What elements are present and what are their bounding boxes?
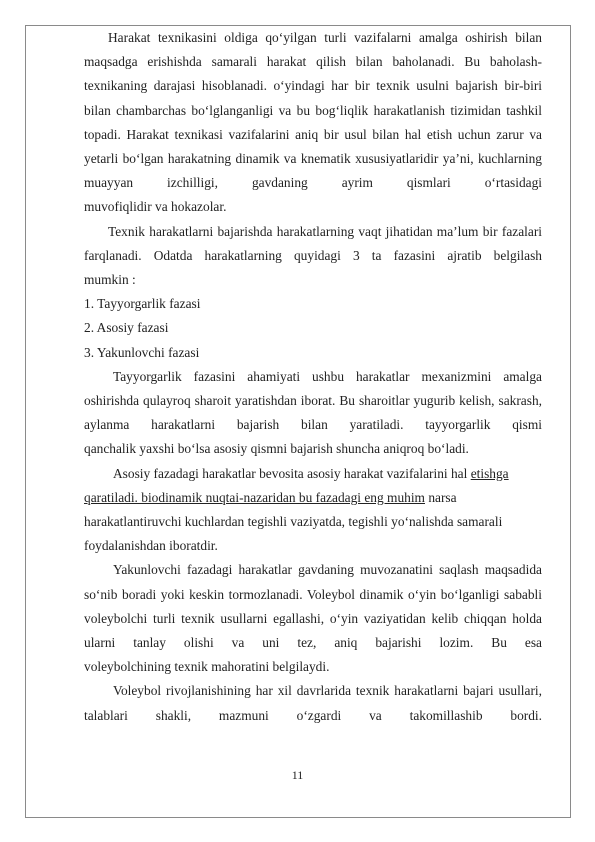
paragraph-texnik-harakatlar-end: mumkin : [84,272,136,288]
paragraph-yakunlovchi: Yakunlovchi fazadagi harakatlar gavdaning muvozanatini saqlash maqsadida so‘nib boradi yoki keskin tormozlanadi. Voleybol dinamik o‘yin bo‘lganligi sababli voleybolchi turli texnik usullarni egallashi, o‘yin vaziyatidan kelib chiqqan holda ularni tanlay olishi va uni tez, aniq bajarishi lozim. Bu esa [84,562,542,651]
list-item: 3. Yakunlovchi fazasi [84,344,200,360]
paragraph-asosiy-line3: harakatlantiruvchi kuchlardan tegishli vaziyatda, tegishli yo‘nalishda samarali [84,514,503,530]
paragraph-asosiy-line4: foydalanishdan iboratdir. [84,538,218,554]
paragraph-asosiy-line2 [84,486,542,510]
paragraph-voleybol-rivojlanishi: Voleybol rivojlanishining har xil davrlarida texnik harakatlarni bajari usullari, talablari shakli, mazmuni o‘zgardi va takomillashib bordi. [84,683,542,723]
paragraph-yakunlovchi-end: voleybolchining texnik mahoratini belgilaydi. [84,659,330,675]
paragraph-harakat-texnikasi: Harakat texnikasini oldiga qo‘yilgan turli vazifalarni amalga oshirish bilan maqsadga erishishda samarali harakat qilish bilan baholanadi. Bu baholash-texnikaning darajasi hisoblanadi. o‘yindagi har bir texnik usulni bajarish bir-biri bilan chambarchas bo‘lglanganligi va bu bog‘liqlik harakatlanish tizimidan tashkil topadi. Harakat texnikasi vazifalarini aniq bir usul bilan hal etish uchun zarur va yetarli bo‘lgan harakatning dinamik va knematik xususiyatlaridir ya’ni, kuchlarning muayyan izchilligi, gavdaning ayrim qismlari o‘rtasidagi [84,30,542,191]
underlined-text: qaratiladi. biodinamik nuqtai-nazaridan bu fazadagi eng muhim [84,489,425,505]
list-item: 1. Tayyorgarlik fazasi [84,296,201,312]
paragraph-asosiy-text: Asosiy fazadagi harakatlar bevosita asosiy harakat vazifalarini hal [113,465,471,481]
paragraph-harakat-texnikasi-end: muvofiqlidir va hokazolar. [84,199,227,215]
paragraph-asosiy-text: narsa [424,489,457,505]
paragraph-tayyorgarlik: Tayyorgarlik fazasini ahamiyati ushbu harakatlar mexanizmini amalga oshirishda qulayroq sharoit yaratishdan iborat. Bu sharoitlar yugurib kelish, sakrash, aylanma harakatlarni bajarish bilan yaratiladi. tayyorgarlik qismi [84,368,542,433]
underlined-text: etishga [470,465,509,481]
paragraph-texnik-harakatlar: Texnik harakatlarni bajarishda harakatlarning vaqt jihatidan ma’lum bir fazalari farqlanadi. Odatda harakatlarning quyidagi 3 ta fazasini ajratib belgilash [84,223,542,263]
document-body [84,26,542,728]
paragraph-asosiy-line1 [84,462,542,486]
list-item: 2. Asosiy fazasi [84,320,169,336]
paragraph-tayyorgarlik-end: qanchalik yaxshi bo‘lsa asosiy qismni bajarish shuncha aniqroq bo‘ladi. [84,441,469,457]
page-number: 11 [291,768,304,782]
